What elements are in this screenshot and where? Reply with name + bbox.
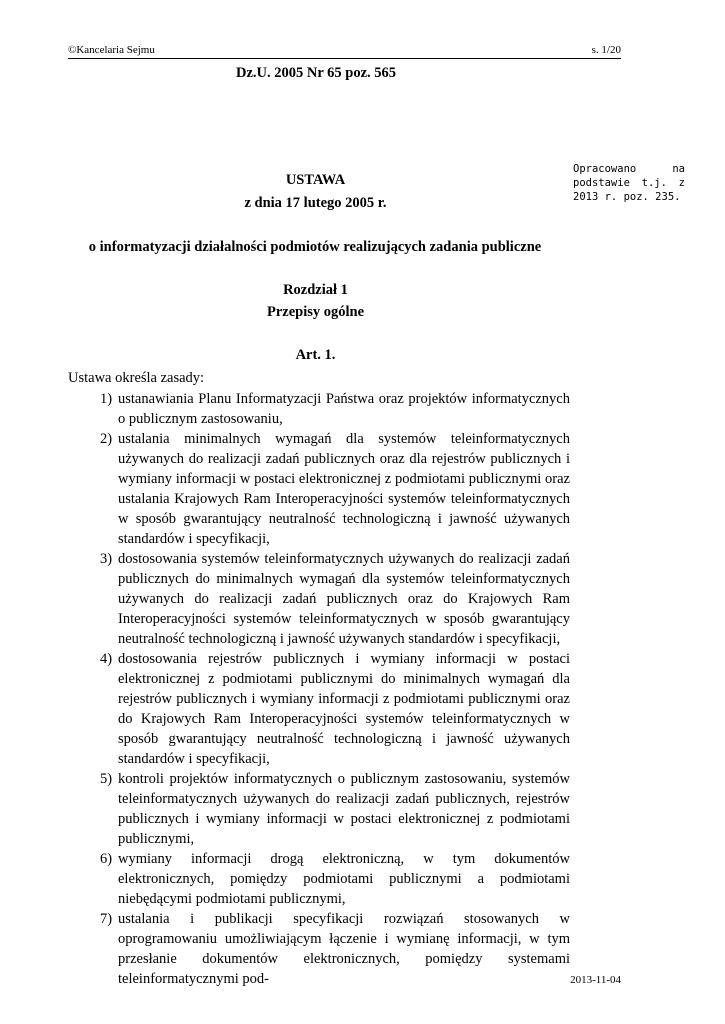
list-item <box>68 769 570 849</box>
page-number: s. 1/20 <box>591 44 621 56</box>
item-text: dostosowania systemów teleinformatycznych używanych do realizacji zadań publicznych do minimalnych wymagań dla systemów teleinformatycznych używanych do realizacji zadań publicznych oraz do Krajowych Ram Interoperacyjności systemów teleinformatycznych w sposób gwarantujący neutralność technologiczną i jawność używanych standardów i specyfikacji, <box>118 551 570 647</box>
article-label: Art. 1. <box>295 347 336 363</box>
article-intro: Ustawa określa zasady: <box>68 370 205 386</box>
header-left: ©Kancelaria Sejmu <box>68 44 155 56</box>
item-number: 1) <box>100 391 113 407</box>
list-item <box>68 389 570 429</box>
list-item <box>68 549 570 649</box>
article-items <box>68 389 570 989</box>
item-number: 6) <box>100 851 113 867</box>
item-number: 7) <box>100 911 113 927</box>
act-subject: o informatyzacji działalności podmiotów realizujących zadania publiczne <box>88 239 542 255</box>
footer-date: 2013-11-04 <box>570 974 621 986</box>
item-number: 4) <box>100 651 113 667</box>
item-text: ustanawiania Planu Informatyzacji Państwa oraz projektów informatycznych o publicznym zastosowaniu, <box>118 391 570 427</box>
side-note: Opracowano na podstawie t.j. z 2013 r. poz. 235. <box>573 163 685 203</box>
item-text: wymiany informacji drogą elektroniczną, w tym dokumentów elektronicznych, pomiędzy podmiotami publicznymi a podmiotami niebędącymi podmiotami publicznymi, <box>118 851 570 907</box>
list-item <box>68 849 570 909</box>
act-date: z dnia 17 lutego 2005 r. <box>244 195 387 211</box>
publication-reference: Dz.U. 2005 Nr 65 poz. 565 <box>236 65 397 81</box>
list-item <box>68 649 570 769</box>
item-text: kontroli projektów informatycznych o publicznym zastosowaniu, systemów teleinformatycznych używanych do realizacji zadań publicznych, rejestrów publicznych i wymiany informacji w postaci elektronicznej z podmiotami publicznymi, <box>118 771 570 847</box>
item-number: 3) <box>100 551 113 567</box>
item-text: ustalania minimalnych wymagań dla systemów teleinformatycznych używanych do realizacji zadań publicznych oraz dla rejestrów publicznych i wymiany informacji w postaci elektronicznej z podmiotami publicznymi oraz ustalania Krajowych Ram Interoperacyjności systemów teleinformatycznych w sposób gwarantujący neutralność technologiczną i jawność używanych standardów i specyfikacji, <box>118 431 570 547</box>
chapter-number: Rozdział 1 <box>283 282 348 298</box>
item-text: ustalania i publikacji specyfikacji rozwiązań stosowanych w oprogramowaniu umożliwiającym łączenie i wymianę informacji, w tym przesłanie dokumentów elektronicznych, pomiędzy systemami teleinformatycznymi pod- <box>118 911 570 987</box>
list-item <box>68 909 570 989</box>
list-item <box>68 429 570 549</box>
act-title: USTAWA <box>285 172 346 188</box>
item-text: dostosowania rejestrów publicznych i wymiany informacji w postaci elektronicznej z podmiotami publicznymi do minimalnych wymagań dla rejestrów publicznych i wymiany informacji z podmiotami publicznymi oraz do Krajowych Ram Interoperacyjności systemów teleinformatycznych w sposób gwarantujący neutralność technologiczną i jawność używanych standardów i specyfikacji, <box>118 651 570 767</box>
header-rule <box>68 58 621 59</box>
item-number: 2) <box>100 431 113 447</box>
chapter-title: Przepisy ogólne <box>266 304 365 320</box>
item-number: 5) <box>100 771 113 787</box>
